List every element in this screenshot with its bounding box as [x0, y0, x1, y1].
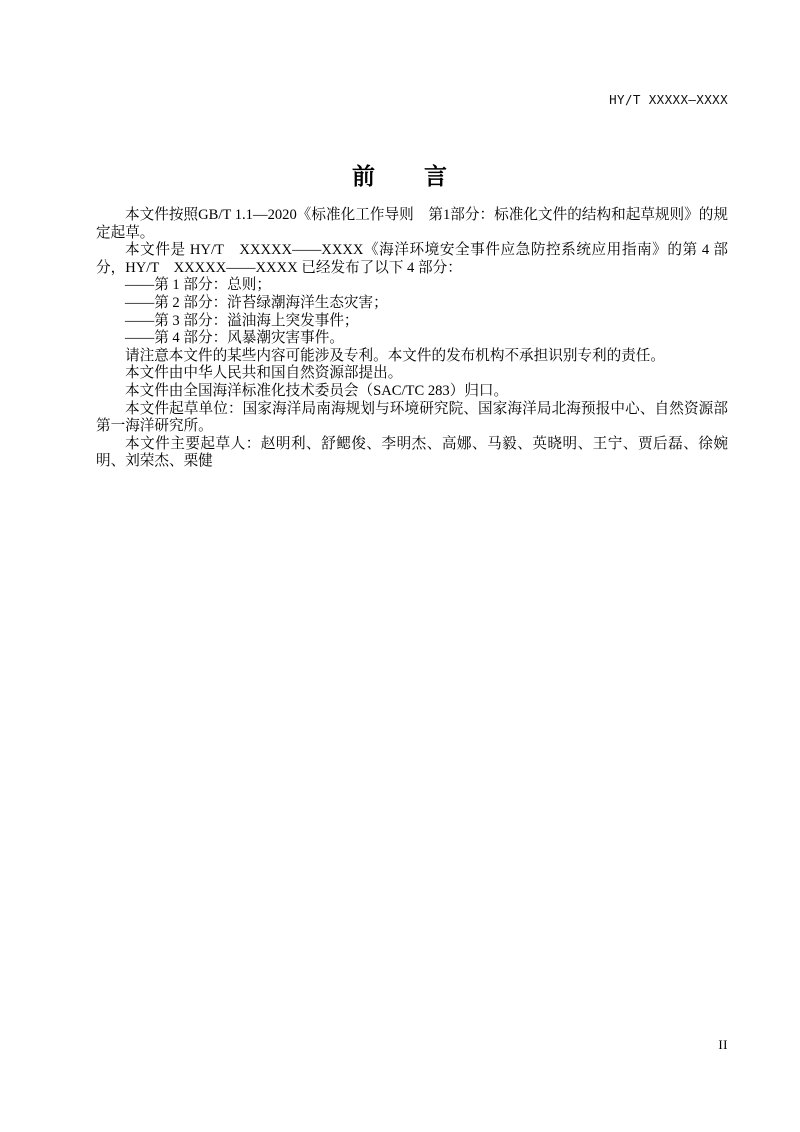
- foreword-paragraph-proposing-body: 本文件由中华人民共和国自然资源部提出。: [125, 365, 403, 382]
- foreword-paragraph-patent-notice: 请注意本文件的某些内容可能涉及专利。本文件的发布机构不承担识别专利的责任。: [125, 347, 665, 364]
- page-number: II: [718, 1037, 728, 1052]
- foreword-paragraph-administering-body: 本文件由全国海洋标准化技术委员会（SAC/TC 283）归口。: [125, 382, 509, 399]
- list-item-part-3: ——第 3 部分：溢油海上突发事件；: [125, 312, 359, 329]
- foreword-paragraph-drafting-organizations: 本文件起草单位：国家海洋局南海规划与环境研究院、国家海洋局北海预报中心、自然资源部第一海洋研究所。: [96, 400, 728, 435]
- foreword-paragraph-drafting-rules: 本文件按照GB/T 1.1—2020《标准化工作导则 第1部分：标准化文件的结构和起草规则》的规定起草。: [96, 207, 728, 241]
- running-header-standard-number: HY/T XXXXX—XXXX: [609, 92, 728, 107]
- foreword-paragraph-principal-drafters: 本文件主要起草人：赵明利、舒鳃俊、李明杰、高娜、马毅、英晓明、王宁、贾后磊、徐婉明、刘荣杰、栗健: [96, 435, 728, 470]
- list-item-part-1: ——第 1 部分：总则；: [125, 277, 271, 294]
- foreword-body: [96, 207, 728, 471]
- list-item-part-4: ——第 4 部分：风暴潮灾害事件。: [125, 330, 344, 347]
- page-title: 前 言: [352, 164, 448, 190]
- foreword-paragraph-series-intro: 本文件是 HY/T XXXXX——XXXX《海洋环境安全事件应急防控系统应用指南》的第 4 部分，HY/T XXXXX——XXXX 已经发布了以下 4 部分：: [96, 242, 728, 276]
- list-item-part-2: ——第 2 部分：浒苔绿潮海洋生态灾害；: [125, 294, 388, 311]
